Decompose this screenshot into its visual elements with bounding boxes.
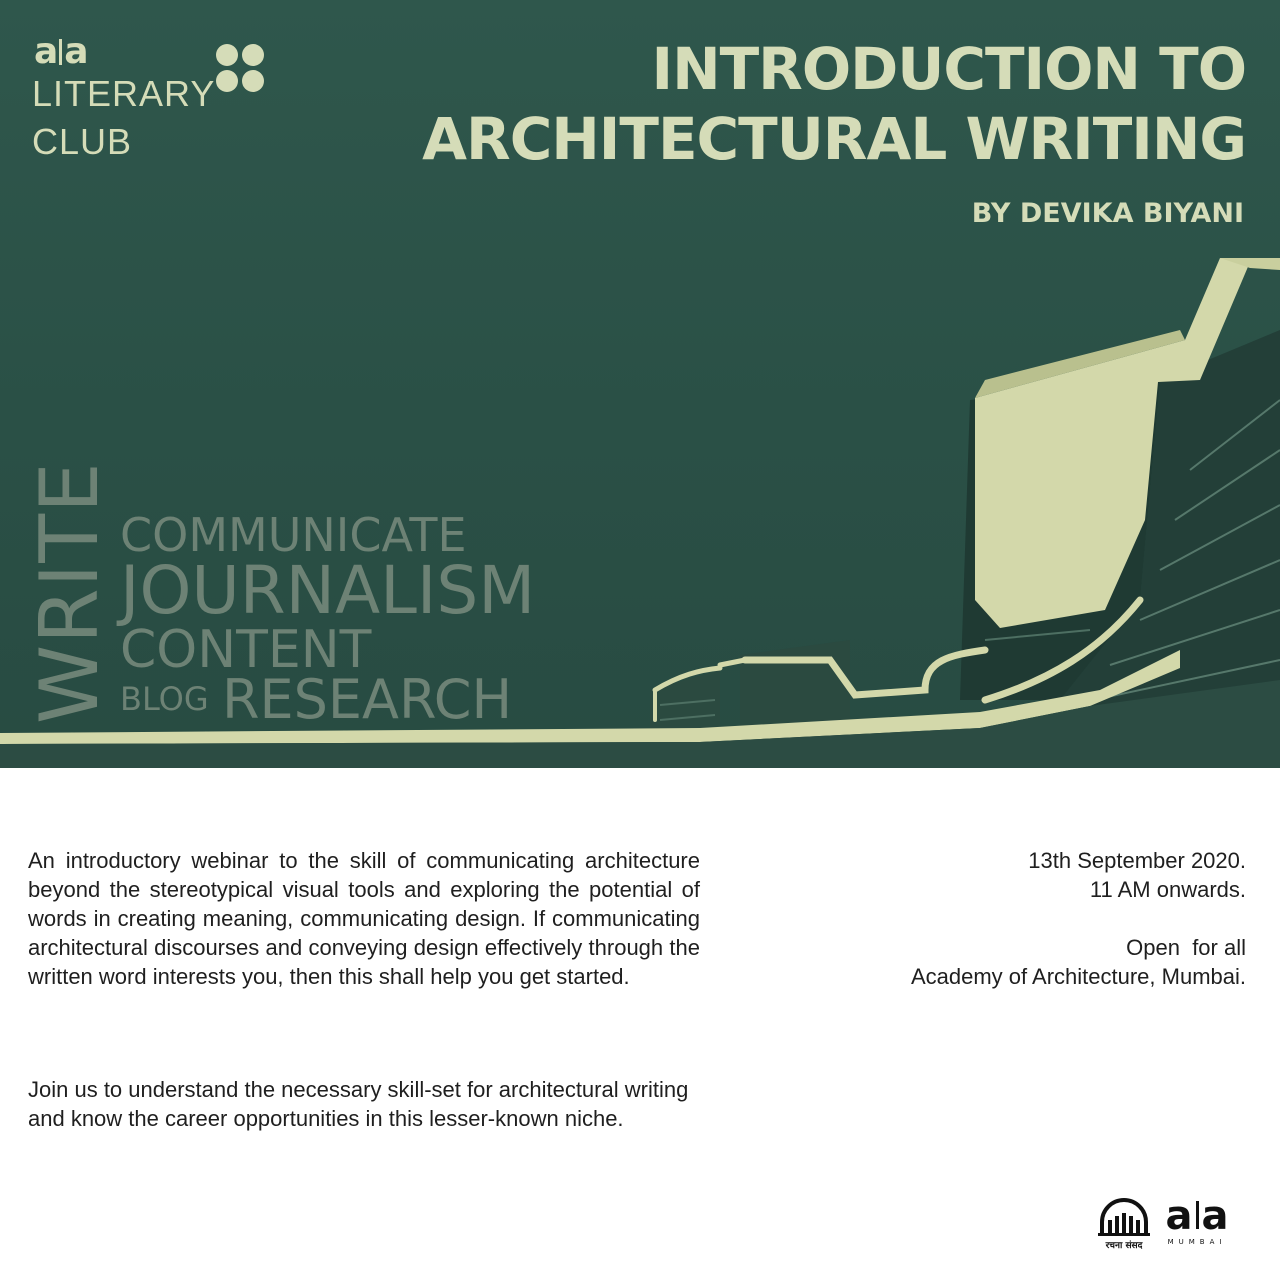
literary-club-logo [32, 32, 292, 172]
aa-caption: MUMBAI [1167, 1238, 1227, 1246]
keyword-communicate: COMMUNICATE [120, 508, 467, 562]
event-details [911, 846, 1246, 991]
club-name-line1: LITERARY [32, 73, 216, 114]
keyword-write: WRITE [23, 461, 116, 724]
description-paragraph-2: Join us to understand the necessary skill-set for architectural writing and know the career opportunities in this lesser-known niche. [28, 1077, 689, 1131]
aa-monogram-dark: a a [1165, 1193, 1229, 1239]
keyword-journalism: JOURNALISM [120, 552, 536, 629]
event-venue: Academy of Architecture, Mumbai. [910, 964, 1246, 989]
event-title [422, 34, 1246, 174]
keyword-research: RESEARCH [222, 668, 513, 731]
event-audience: Open for all [1126, 935, 1246, 960]
author-byline: BY DEVIKA BIYANI [971, 198, 1244, 229]
title-line1: INTRODUCTION TO [651, 35, 1246, 103]
aa-monogram: a a [34, 31, 88, 72]
four-dots-icon [216, 44, 266, 94]
club-name-line2: CLUB [32, 121, 133, 162]
event-time: 11 AM onwards. [1089, 877, 1246, 902]
keyword-content: CONTENT [120, 620, 372, 680]
description-paragraph-1: An introductory webinar to the skill of communicating architecture beyond the stereotypical visual tools and exploring the potential of words in creating meaning, communicating design. If communicating architectural discourses and conveying design effectively through the written word interests you, then this shall help you get started. [28, 848, 700, 989]
dome-icon [1098, 1196, 1150, 1236]
aa-mumbai-logo [1160, 1193, 1234, 1252]
dome-caption: रचना संसद [1105, 1241, 1143, 1251]
keyword-blog: BLOG [120, 680, 209, 718]
title-line2: ARCHITECTURAL WRITING [422, 105, 1246, 173]
rachana-sansad-logo [1098, 1196, 1150, 1252]
event-date: 13th September 2020. [1028, 848, 1246, 873]
